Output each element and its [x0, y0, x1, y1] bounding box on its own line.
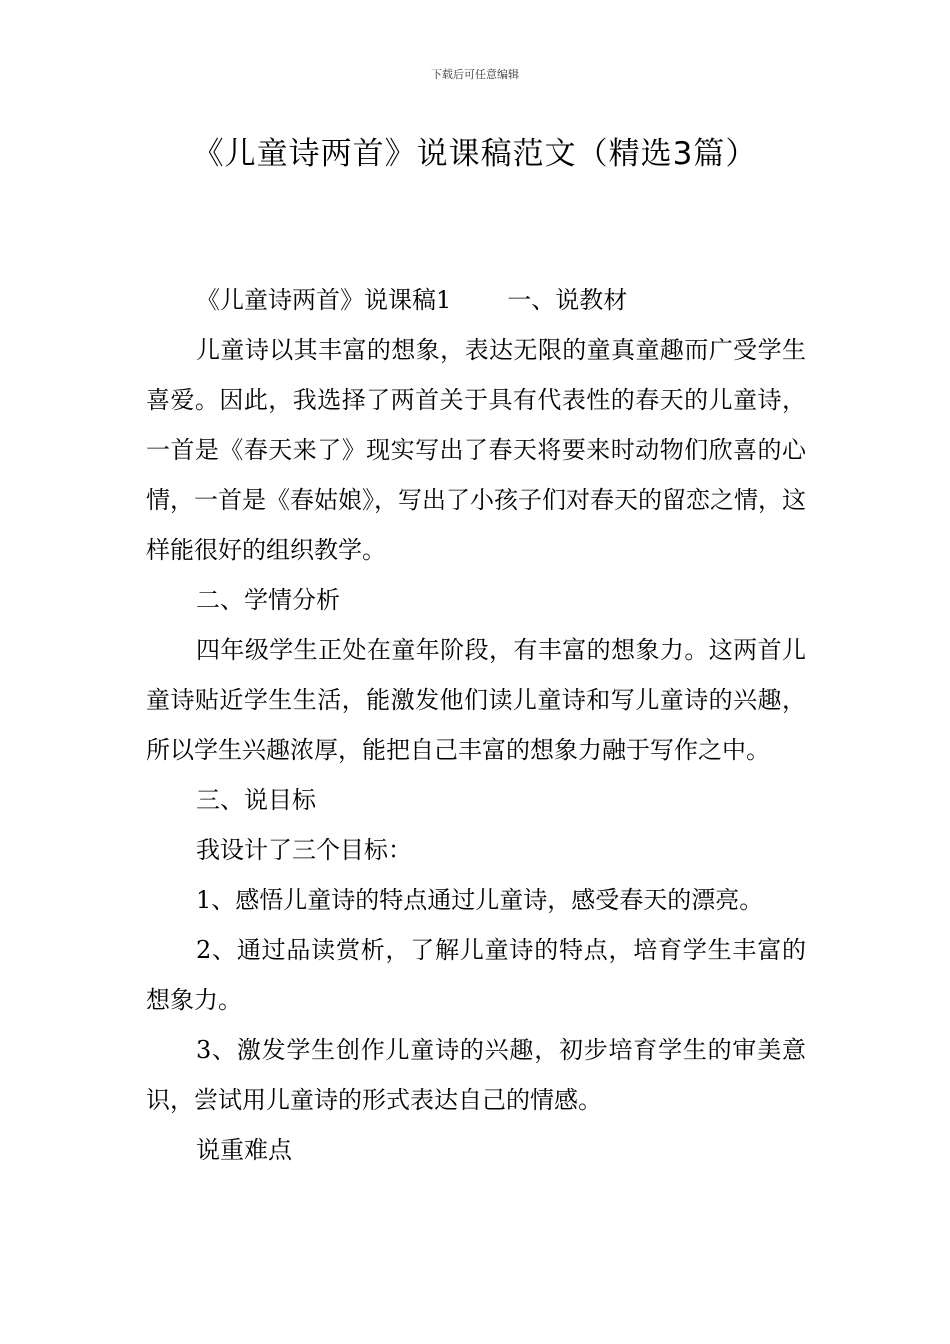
paragraph-analysis: 四年级学生正处在童年阶段，有丰富的想象力。这两首儿童诗贴近学生生活，能激发他们读儿童诗和写儿童诗的兴趣，所以学生兴趣浓厚，能把自己丰富的想象力融于写作之中。: [146, 636, 806, 764]
section-heading: 一、说教材: [507, 286, 628, 314]
section-heading-difficulties: 说重难点: [196, 1136, 292, 1164]
section-heading-analysis: 二、学情分析: [196, 586, 340, 614]
goal-item-2: 2、通过品读赏析，了解儿童诗的特点，培育学生丰富的想象力。: [146, 936, 806, 1014]
section-heading-goals: 三、说目标: [196, 786, 316, 814]
header-note: 下载后可任意编辑: [431, 68, 519, 81]
lesson-title: 《儿童诗两首》说课稿1: [196, 286, 452, 314]
document-title: 《儿童诗两首》说课稿范文（精选3篇）: [192, 136, 758, 172]
paragraph-intro: 儿童诗以其丰富的想象，表达无限的童真童趣而广受学生喜爱。因此，我选择了两首关于具有代表性的春天的儿童诗，一首是《春天来了》现实写出了春天将要来时动物们欣喜的心情，一首是《春姑娘》，写出了小孩子们对春天的留恋之情，这样能很好的组织教学。: [146, 336, 806, 564]
paragraph-goals-intro: 我设计了三个目标：: [196, 836, 412, 864]
document-body: [146, 275, 806, 1175]
goal-item-3: 3、激发学生创作儿童诗的兴趣，初步培育学生的审美意识，尝试用儿童诗的形式表达自己的情感。: [146, 1036, 806, 1114]
section-heading-line: [146, 275, 806, 325]
goal-item-1: 1、感悟儿童诗的特点通过儿童诗，感受春天的漂亮。: [196, 886, 764, 914]
